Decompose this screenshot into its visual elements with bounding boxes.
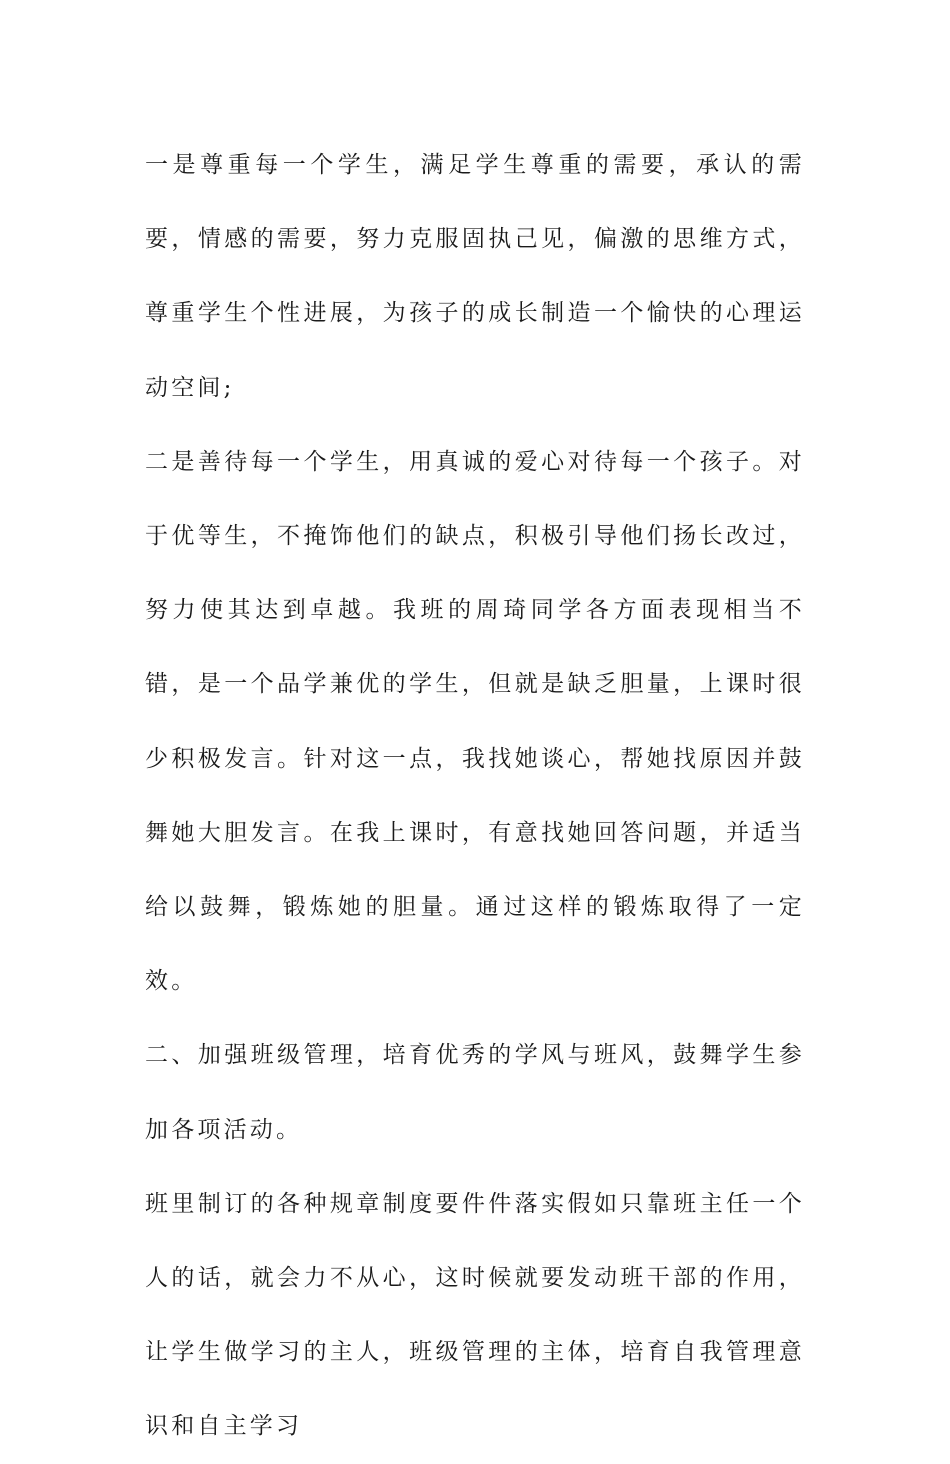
document-body — [145, 128, 805, 1464]
paragraph-respect: 一是尊重每一个学生，满足学生尊重的需要，承认的需要，情感的需要，努力克服固执己见，偏激的思维方式，尊重学生个性进展，为孩子的成长制造一个愉快的心理运动空间; — [145, 152, 805, 401]
paragraph-kindness: 二是善待每一个学生，用真诚的爱心对待每一个孩子。对于优等生，不掩饰他们的缺点，积极引导他们扬长改过，努力使其达到卓越。我班的周琦同学各方面表现相当不错，是一个品学兼优的学生，但就是缺乏胆量，上课时很少积极发言。针对这一点，我找她谈心，帮她找原因并鼓舞她大胆发言。在我上课时，有意找她回答问题，并适当给以鼓舞，锻炼她的胆量。通过这样的锻炼取得了一定效。 — [145, 448, 805, 995]
paragraph-rules: 班里制订的各种规章制度要件件落实假如只靠班主任一个人的话，就会力不从心，这时候就要发动班干部的作用，让学生做学习的主人，班级管理的主体，培育自我管理意识和自主学习 — [145, 1190, 805, 1440]
section-heading-class-management: 二、加强班级管理，培育优秀的学风与班风，鼓舞学生参加各项活动。 — [145, 1042, 805, 1143]
